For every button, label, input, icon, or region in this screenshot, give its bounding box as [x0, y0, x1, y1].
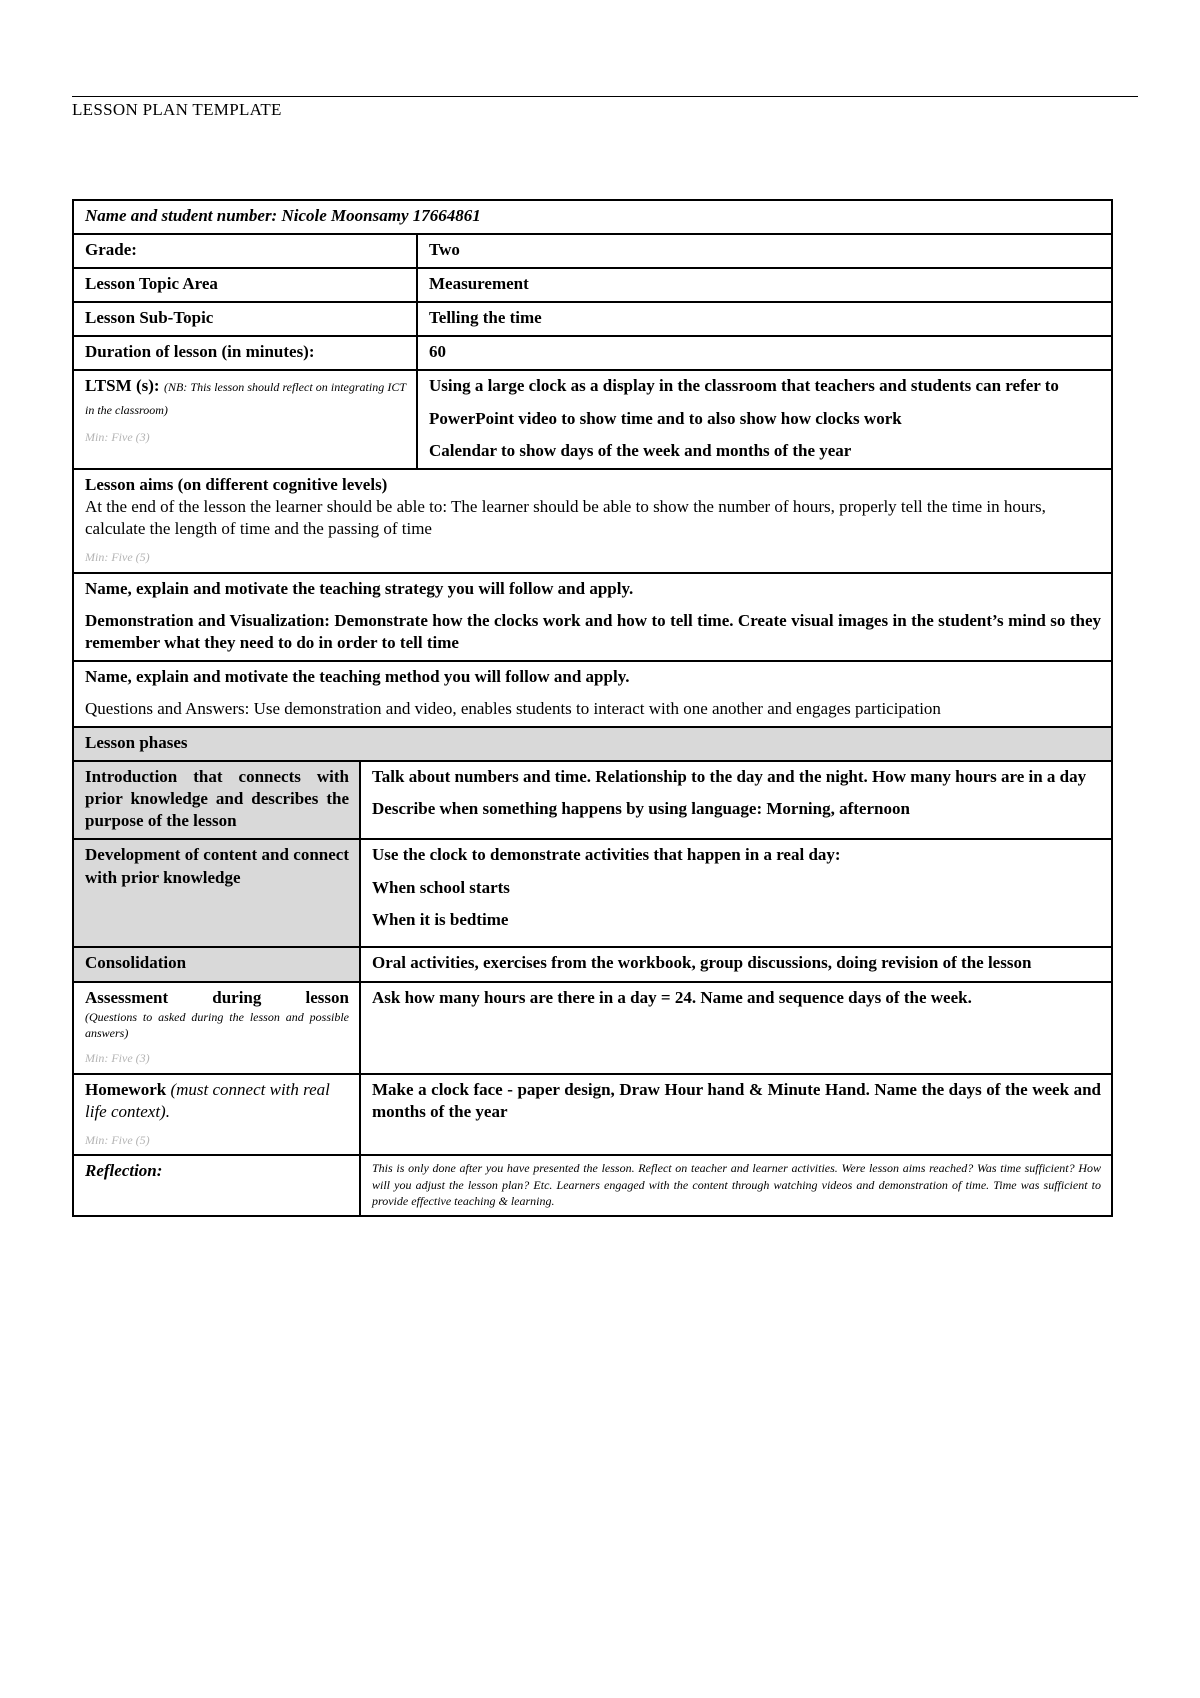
method-text: Questions and Answers: Use demonstration and video, enables students to interact with one another and engages participation: [85, 699, 941, 718]
strategy-cell: [73, 573, 1112, 661]
consolidation-row: [73, 947, 1112, 981]
development-label: Development of content and connect with prior knowledge: [73, 839, 360, 947]
development-content: [360, 839, 1112, 947]
grade-label: Grade:: [73, 234, 417, 268]
intro-item: Describe when something happens by using language: Morning, afternoon: [372, 799, 910, 819]
homework-note: (must connect with real life context).: [85, 1079, 330, 1121]
intro-row: [73, 761, 1112, 839]
reflection-text: This is only done after you have presented the lesson. Reflect on teacher and learner activities. Were lesson aims reached? Was time sufficient? How will you adjust the lesson plan? Etc. Learners engaged with the content through watching videos and demonstration of time. Time was sufficient to provide effective teaching & learning.: [360, 1155, 1112, 1216]
assessment-note: (Questions to asked during the lesson and possible answers): [85, 1009, 349, 1040]
strategy-row: [73, 573, 1112, 661]
duration-label: Duration of lesson (in minutes):: [73, 336, 417, 370]
intro-item: Talk about numbers and time. Relationship to the day and the night. How many hours are in a day: [372, 767, 1087, 787]
ltsm-item: Using a large clock as a display in the classroom that teachers and students can refer to: [429, 376, 1059, 396]
ltsm-item: Calendar to show days of the week and months of the year: [429, 440, 852, 460]
method-cell: [73, 661, 1112, 727]
assessment-row: [73, 982, 1112, 1074]
consolidation-text: Oral activities, exercises from the workbook, group discussions, doing revision of the lesson: [360, 947, 1112, 981]
aims-text: At the end of the lesson the learner should be able to: The learner should be able to show the number of hours, properly tell the time in hours, calculate the length of time and the passing of time: [85, 496, 1046, 538]
lesson-plan-table: [72, 199, 1113, 1217]
duration-value: 60: [417, 336, 1112, 370]
strategy-text: Demonstration and Visualization: Demonstrate how the clocks work and how to tell time. Create visual images in the student’s mind so they remember what they need to do in order to tell time: [85, 610, 1102, 652]
intro-label: Introduction that connects with prior knowledge and describes the purpose of the lesson: [73, 761, 360, 839]
ltsm-note: (NB: This lesson should reflect on integrating ICT in the classroom): [85, 380, 407, 417]
intro-content: [360, 761, 1112, 839]
phases-heading: Lesson phases: [73, 727, 1112, 761]
development-item: Use the clock to demonstrate activities that happen in a real day:: [372, 845, 841, 865]
homework-label-cell: [73, 1074, 360, 1156]
assessment-text: Ask how many hours are there in a day = 24. Name and sequence days of the week.: [360, 982, 1112, 1074]
development-row: [73, 839, 1112, 947]
assessment-mark: Min: Five (3): [85, 1051, 150, 1066]
subtopic-value: Telling the time: [417, 302, 1112, 336]
topic-label: Lesson Topic Area: [73, 268, 417, 302]
duration-row: [73, 336, 1112, 370]
development-item: When school starts: [372, 877, 510, 897]
ltsm-mark: Min: Five (3): [85, 429, 150, 444]
method-heading: Name, explain and motivate the teaching method you will follow and apply.: [85, 666, 630, 686]
ltsm-items-cell: [417, 370, 1112, 468]
method-row: [73, 661, 1112, 727]
name-row: [73, 200, 1112, 234]
ltsm-row: [73, 370, 1112, 468]
ltsm-item: PowerPoint video to show time and to also show how clocks work: [429, 408, 902, 428]
assessment-label: Assessment during lesson: [85, 987, 349, 1007]
header-rule: [72, 96, 1138, 97]
document-title: LESSON PLAN TEMPLATE: [72, 100, 282, 119]
aims-cell: [73, 469, 1112, 573]
reflection-row: [73, 1155, 1112, 1216]
strategy-heading: Name, explain and motivate the teaching strategy you will follow and apply.: [85, 578, 634, 598]
ltsm-label-cell: [73, 370, 417, 468]
topic-value: Measurement: [417, 268, 1112, 302]
subtopic-label: Lesson Sub-Topic: [73, 302, 417, 336]
consolidation-label: Consolidation: [73, 947, 360, 981]
phases-heading-row: [73, 727, 1112, 761]
aims-mark: Min: Five (5): [85, 550, 150, 565]
topic-row: [73, 268, 1112, 302]
ltsm-label: LTSM (s):: [85, 376, 160, 396]
reflection-label: Reflection:: [73, 1155, 360, 1216]
development-item: When it is bedtime: [372, 909, 509, 929]
aims-heading: Lesson aims (on different cognitive levels): [85, 474, 388, 494]
student-name-cell: Name and student number: Nicole Moonsamy 17664861: [73, 200, 1112, 234]
assessment-label-cell: [73, 982, 360, 1074]
grade-value: Two: [417, 234, 1112, 268]
homework-mark: Min: Five (5): [85, 1132, 150, 1147]
homework-text: Make a clock face - paper design, Draw Hour hand & Minute Hand. Name the days of the week and months of the year: [360, 1074, 1112, 1156]
subtopic-row: [73, 302, 1112, 336]
grade-row: [73, 234, 1112, 268]
homework-label: Homework: [85, 1079, 167, 1099]
aims-row: [73, 469, 1112, 573]
homework-row: [73, 1074, 1112, 1156]
